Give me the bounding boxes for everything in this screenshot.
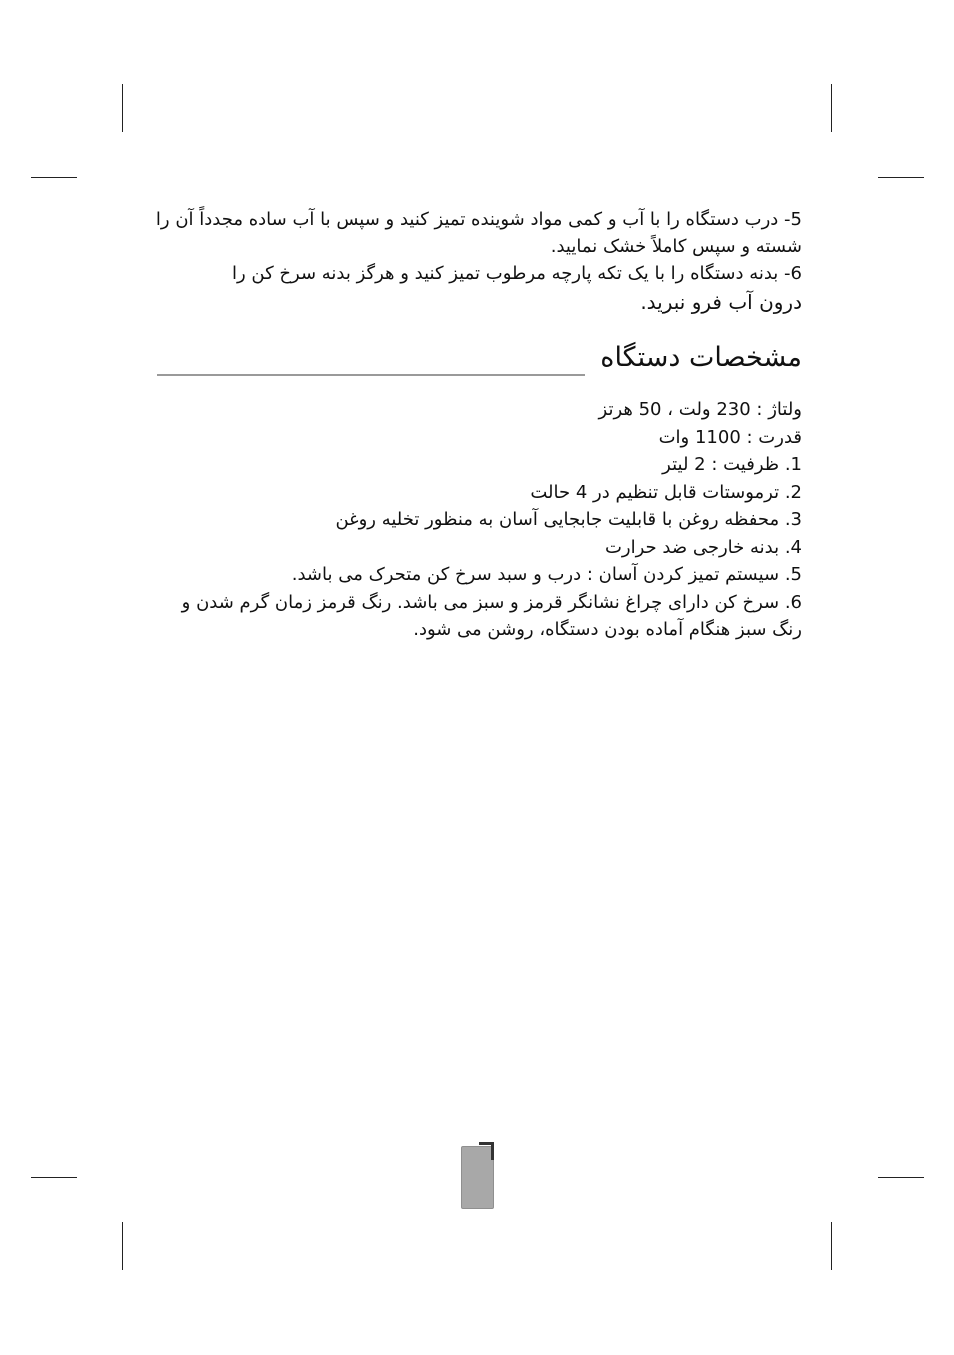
- spec-feature-6: 6. سرخ کن دارای چراغ نشانگر قرمز و سبز می باشد. رنگ قرمز زمان گرم شدن و رنگ سبز هنگام آماده بودن دستگاه، روشن می شود.: [181, 591, 802, 640]
- care-item-6-line-1: 6- بدنه دستگاه را با یک تکه پارچه مرطوب تمیز کنید و هرگز بدنه سرخ کن را: [231, 263, 802, 284]
- care-item-5: 5- درب دستگاه را با آب و کمی مواد شوینده تمیز کنید و سپس با آب ساده مجدداً آن را شسته و سپس کاملاً خشک نمایید.: [155, 209, 802, 257]
- spec-power: قدرت : 1100 وات: [658, 426, 802, 448]
- crop-mark-top-right: [831, 84, 832, 132]
- crop-mark-right-upper: [878, 177, 924, 178]
- crop-mark-bottom-right: [831, 1222, 832, 1270]
- spec-feature-4: 4. بدنه خارجی ضد حرارت: [604, 536, 802, 558]
- heading-underline: [157, 374, 585, 376]
- specs-list: [152, 396, 802, 644]
- crop-mark-right-lower: [878, 1177, 924, 1178]
- page-tab-corner-mark: [479, 1142, 494, 1160]
- crop-mark-bottom-left: [122, 1222, 123, 1270]
- care-item-6-line-2: درون آب فرو نبرید.: [640, 290, 802, 314]
- specs-title: مشخصات دستگاه: [600, 342, 802, 373]
- spec-voltage: ولتاژ : 230 ولت ، 50 هرتز: [598, 399, 802, 420]
- heading-rule-area: [155, 0, 583, 380]
- spec-feature-2: 2. ترموستات قابل تنظیم در 4 حالت: [530, 481, 802, 503]
- spec-feature-5: 5. سیستم تمیز کردن آسان : درب و سبد سرخ کن متحرک می باشد.: [291, 564, 802, 585]
- spec-feature-1: 1. ظرفیت : 2 لیتر: [662, 454, 802, 475]
- spec-feature-3: 3. محفظه روغن با قابلیت جابجایی آسان به منظور تخلیه روغن: [335, 509, 802, 530]
- crop-mark-top-left: [122, 84, 123, 132]
- crop-mark-left-upper: [31, 177, 77, 178]
- crop-mark-left-lower: [31, 1177, 77, 1178]
